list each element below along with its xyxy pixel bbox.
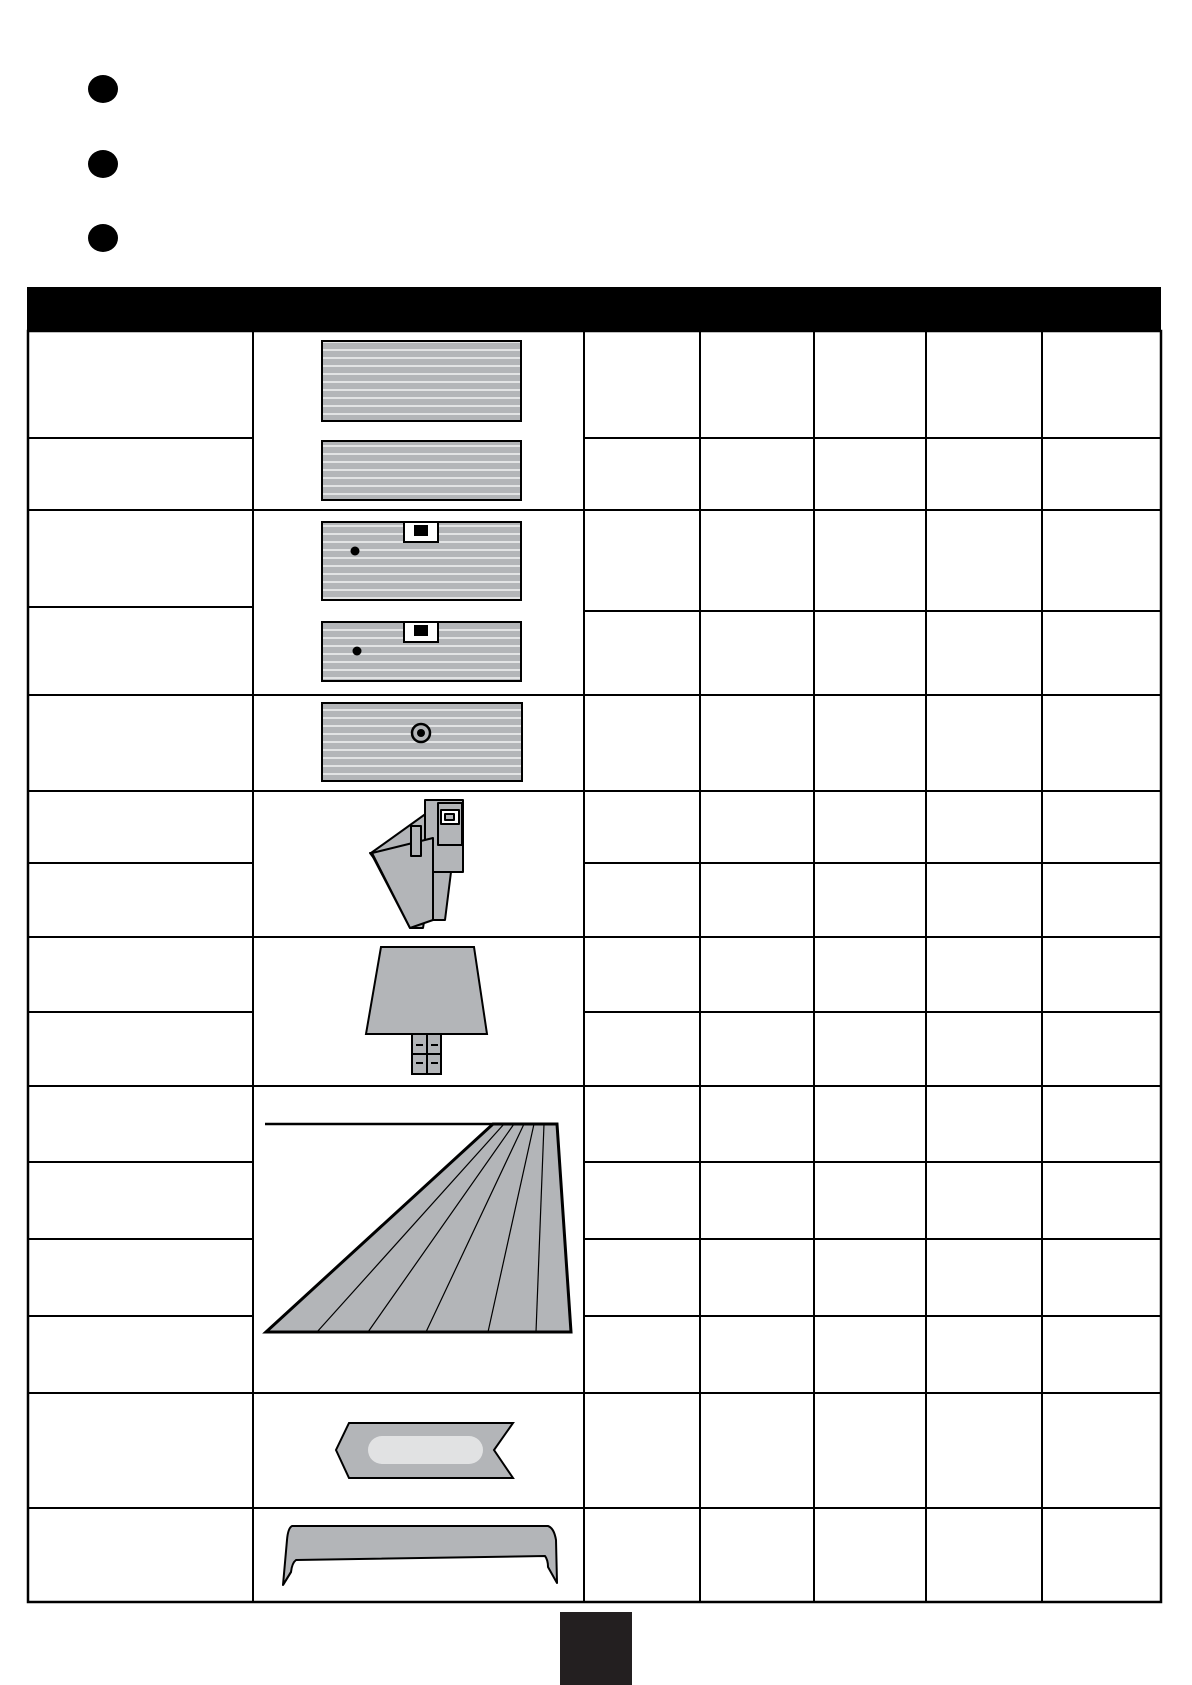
page-number-tab <box>560 1612 632 1685</box>
table-grid <box>28 331 1161 1602</box>
table-border <box>28 331 1161 1602</box>
ribbed-panel-with-clip-icon <box>322 522 521 681</box>
ridge-cap-icon <box>283 1526 557 1585</box>
post-cap-icon <box>366 947 487 1074</box>
sloped-roof-panel-icon <box>265 1124 571 1332</box>
ribbed-panel-icon <box>322 341 521 500</box>
ribbed-panel-with-hole-icon <box>322 703 522 781</box>
table-header <box>27 287 1161 331</box>
corner-bracket-icon <box>370 800 463 928</box>
arrow-plate-icon <box>336 1423 513 1478</box>
